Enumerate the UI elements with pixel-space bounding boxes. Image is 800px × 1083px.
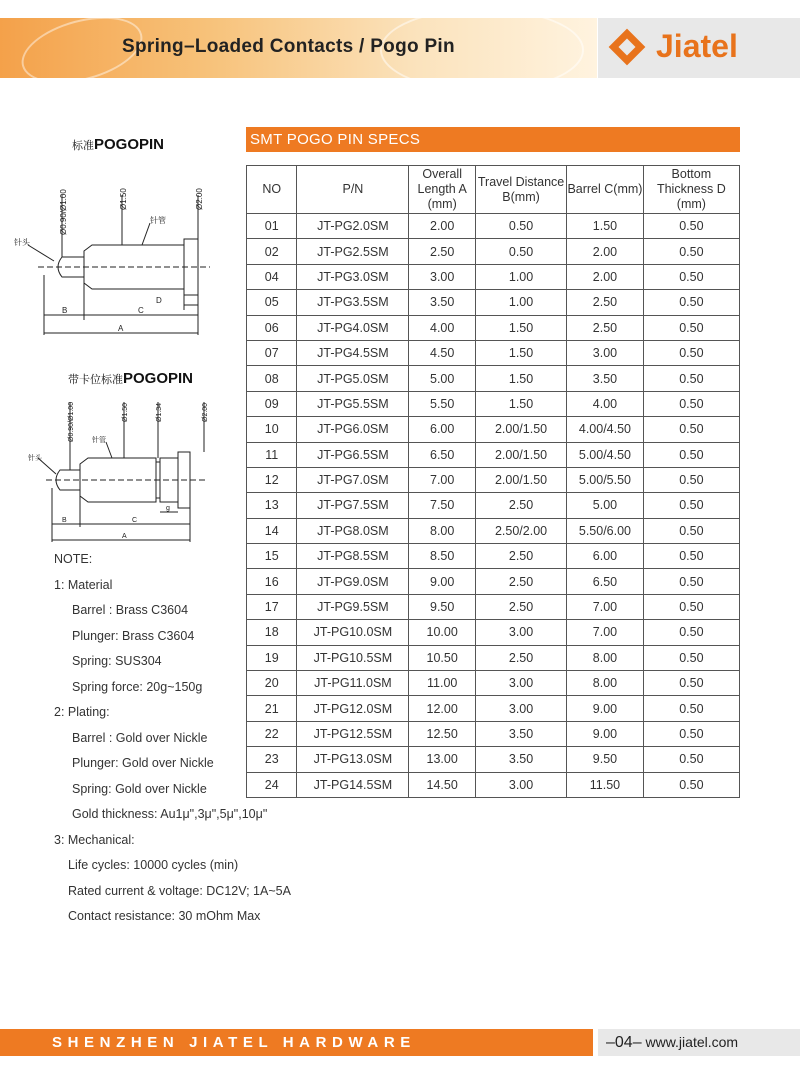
cell-length: 9.00	[409, 569, 475, 594]
note-line: Rated current & voltage: DC12V; 1A~5A	[68, 884, 291, 898]
diagram1-title-cn: 标准	[72, 140, 94, 152]
cell-travel: 3.00	[475, 696, 566, 721]
cell-pn: JT-PG3.0SM	[297, 264, 409, 289]
table-row	[247, 569, 740, 594]
note-line: Plunger: Brass C3604	[72, 629, 195, 643]
cell-travel: 2.50	[475, 544, 566, 569]
cell-barrel: 7.00	[567, 594, 644, 619]
table-row	[247, 315, 740, 340]
note-line: Plunger: Gold over Nickle	[72, 756, 214, 770]
brand-name: Jiatel	[656, 28, 738, 64]
cell-barrel: 4.00/4.50	[567, 417, 644, 442]
cell-pn: JT-PG10.0SM	[297, 620, 409, 645]
logo-mark-icon	[609, 29, 646, 66]
cell-bottom: 0.50	[643, 747, 739, 772]
page-title: Spring–Loaded Contacts / Pogo Pin	[122, 36, 455, 57]
diagram1-title	[72, 136, 164, 153]
cell-length: 7.00	[409, 467, 475, 492]
cell-travel: 2.50	[475, 493, 566, 518]
cell-bottom: 0.50	[643, 264, 739, 289]
cell-travel: 2.00/1.50	[475, 417, 566, 442]
cell-bottom: 0.50	[643, 290, 739, 315]
cell-no: 08	[247, 366, 297, 391]
cell-bottom: 0.50	[643, 569, 739, 594]
cell-barrel: 2.50	[567, 290, 644, 315]
cell-no: 24	[247, 772, 297, 797]
cell-barrel: 5.00/4.50	[567, 442, 644, 467]
cell-bottom: 0.50	[643, 239, 739, 264]
note-line: Spring: Gold over Nickle	[72, 782, 207, 796]
cell-travel: 3.50	[475, 747, 566, 772]
cell-bottom: 0.50	[643, 467, 739, 492]
table-row	[247, 366, 740, 391]
page-number: –04–	[606, 1034, 642, 1051]
brand-logo	[598, 18, 800, 78]
table-row	[247, 747, 740, 772]
col-header-travel: Travel Distance B(mm)	[475, 166, 566, 214]
footer-info	[598, 1029, 800, 1056]
page-header-banner	[0, 18, 597, 78]
cell-no: 10	[247, 417, 297, 442]
cell-pn: JT-PG5.0SM	[297, 366, 409, 391]
cell-pn: JT-PG2.5SM	[297, 239, 409, 264]
cell-travel: 1.50	[475, 315, 566, 340]
table-row	[247, 239, 740, 264]
dim-label-barrel: Ø1.50	[122, 402, 129, 422]
cell-travel: 3.00	[475, 620, 566, 645]
table-row	[247, 493, 740, 518]
cell-pn: JT-PG3.5SM	[297, 290, 409, 315]
cell-bottom: 0.50	[643, 493, 739, 518]
cell-length: 5.50	[409, 391, 475, 416]
note-line: Life cycles: 10000 cycles (min)	[68, 858, 239, 872]
cell-pn: JT-PG6.0SM	[297, 417, 409, 442]
table-row	[247, 671, 740, 696]
cell-barrel: 8.00	[567, 645, 644, 670]
cell-travel: 3.00	[475, 671, 566, 696]
table-row	[247, 467, 740, 492]
cell-no: 06	[247, 315, 297, 340]
table-row	[247, 442, 740, 467]
dim-g: g	[166, 505, 170, 512]
cell-length: 9.50	[409, 594, 475, 619]
cell-barrel: 2.00	[567, 264, 644, 289]
dim-label-tip: Ø0.90/Ø1.00	[68, 401, 75, 442]
cell-length: 8.00	[409, 518, 475, 543]
cell-length: 13.00	[409, 747, 475, 772]
dim-label-barrel: Ø1.50	[119, 188, 128, 210]
cell-length: 6.50	[409, 442, 475, 467]
website-link[interactable]: www.jiatel.com	[645, 1034, 739, 1050]
col-header-barrel: Barrel C(mm)	[567, 166, 644, 214]
cell-no: 19	[247, 645, 297, 670]
dim-label-tip: Ø0.90/Ø1.00	[59, 189, 68, 235]
cell-travel: 1.00	[475, 290, 566, 315]
dim-b: B	[62, 306, 68, 315]
cell-bottom: 0.50	[643, 315, 739, 340]
cell-travel: 2.50	[475, 645, 566, 670]
cell-pn: JT-PG2.0SM	[297, 214, 409, 239]
note-line: Barrel : Gold over Nickle	[72, 731, 208, 745]
cell-pn: JT-PG8.0SM	[297, 518, 409, 543]
dim-d: D	[156, 296, 162, 305]
label-needle: 针头	[28, 455, 42, 462]
cell-bottom: 0.50	[643, 417, 739, 442]
footer-company: SHENZHEN JIATEL HARDWARE ELECTRONICS	[0, 1029, 593, 1056]
cell-length: 5.00	[409, 366, 475, 391]
spec-table-title: SMT POGO PIN SPECS	[246, 127, 740, 152]
cell-no: 09	[247, 391, 297, 416]
cell-no: 17	[247, 594, 297, 619]
cell-length: 7.50	[409, 493, 475, 518]
col-header-bottom: Bottom Thickness D (mm)	[643, 166, 739, 214]
note-line: Contact resistance: 30 mOhm Max	[68, 909, 261, 923]
cell-length: 2.00	[409, 214, 475, 239]
note-line: 3: Mechanical:	[54, 833, 135, 847]
cell-pn: JT-PG5.5SM	[297, 391, 409, 416]
cell-barrel: 2.50	[567, 315, 644, 340]
cell-barrel: 9.50	[567, 747, 644, 772]
dim-a: A	[122, 533, 127, 540]
cell-no: 04	[247, 264, 297, 289]
cell-bottom: 0.50	[643, 366, 739, 391]
cell-travel: 1.00	[475, 264, 566, 289]
cell-barrel: 2.00	[567, 239, 644, 264]
notes-heading: NOTE:	[54, 552, 93, 566]
cell-length: 12.00	[409, 696, 475, 721]
cell-length: 14.50	[409, 772, 475, 797]
cell-barrel: 6.50	[567, 569, 644, 594]
cell-travel: 2.50	[475, 569, 566, 594]
dim-a: A	[118, 324, 124, 333]
dim-label-groove: Ø1.34	[156, 402, 163, 422]
diagram2-title	[68, 370, 193, 387]
cell-barrel: 9.00	[567, 696, 644, 721]
table-row	[247, 417, 740, 442]
cell-travel: 3.00	[475, 772, 566, 797]
cell-barrel: 11.50	[567, 772, 644, 797]
cell-no: 12	[247, 467, 297, 492]
pogo-pin-diagram-grooved	[28, 392, 218, 550]
cell-barrel: 6.00	[567, 544, 644, 569]
cell-no: 20	[247, 671, 297, 696]
table-row	[247, 391, 740, 416]
cell-pn: JT-PG14.5SM	[297, 772, 409, 797]
note-line: Gold thickness: Au1μ",3μ",5μ",10μ"	[72, 807, 268, 821]
table-row	[247, 290, 740, 315]
pogo-pin-diagram-standard	[14, 165, 224, 345]
cell-length: 8.50	[409, 544, 475, 569]
cell-pn: JT-PG4.0SM	[297, 315, 409, 340]
cell-no: 02	[247, 239, 297, 264]
cell-length: 2.50	[409, 239, 475, 264]
diagram2-title-cn: 带卡位标准	[68, 374, 123, 386]
cell-bottom: 0.50	[643, 340, 739, 365]
cell-pn: JT-PG9.5SM	[297, 594, 409, 619]
cell-pn: JT-PG7.0SM	[297, 467, 409, 492]
table-row	[247, 594, 740, 619]
cell-pn: JT-PG13.0SM	[297, 747, 409, 772]
cell-barrel: 8.00	[567, 671, 644, 696]
cell-barrel: 7.00	[567, 620, 644, 645]
dim-c: C	[138, 306, 144, 315]
cell-no: 14	[247, 518, 297, 543]
note-line: 2: Plating:	[54, 705, 110, 719]
spec-table	[246, 165, 740, 798]
cell-pn: JT-PG12.0SM	[297, 696, 409, 721]
cell-no: 15	[247, 544, 297, 569]
table-row	[247, 340, 740, 365]
cell-pn: JT-PG10.5SM	[297, 645, 409, 670]
table-row	[247, 620, 740, 645]
cell-travel: 2.00/1.50	[475, 467, 566, 492]
cell-bottom: 0.50	[643, 696, 739, 721]
cell-no: 22	[247, 721, 297, 746]
cell-travel: 2.50/2.00	[475, 518, 566, 543]
cell-barrel: 9.00	[567, 721, 644, 746]
table-row	[247, 772, 740, 797]
cell-length: 6.00	[409, 417, 475, 442]
cell-no: 21	[247, 696, 297, 721]
cell-length: 3.00	[409, 264, 475, 289]
cell-no: 05	[247, 290, 297, 315]
cell-barrel: 3.00	[567, 340, 644, 365]
cell-no: 13	[247, 493, 297, 518]
cell-bottom: 0.50	[643, 442, 739, 467]
note-line: Barrel : Brass C3604	[72, 603, 189, 617]
cell-bottom: 0.50	[643, 721, 739, 746]
cell-barrel: 5.00/5.50	[567, 467, 644, 492]
cell-bottom: 0.50	[643, 620, 739, 645]
cell-no: 01	[247, 214, 297, 239]
col-header-no: NO	[247, 166, 297, 214]
cell-no: 16	[247, 569, 297, 594]
cell-pn: JT-PG4.5SM	[297, 340, 409, 365]
cell-travel: 0.50	[475, 214, 566, 239]
diagram1-title-en: POGOPIN	[94, 136, 165, 153]
label-tube: 针管	[92, 437, 106, 444]
cell-pn: JT-PG8.5SM	[297, 544, 409, 569]
note-line: 1: Material	[54, 578, 113, 592]
cell-travel: 1.50	[475, 366, 566, 391]
cell-no: 23	[247, 747, 297, 772]
cell-length: 12.50	[409, 721, 475, 746]
cell-bottom: 0.50	[643, 772, 739, 797]
note-line: Spring: SUS304	[72, 654, 162, 668]
cell-barrel: 3.50	[567, 366, 644, 391]
cell-travel: 3.50	[475, 721, 566, 746]
cell-bottom: 0.50	[643, 391, 739, 416]
dim-b: B	[62, 517, 67, 524]
cell-barrel: 5.50/6.00	[567, 518, 644, 543]
cell-bottom: 0.50	[643, 671, 739, 696]
diagram2-title-en: POGOPIN	[123, 370, 194, 387]
cell-barrel: 4.00	[567, 391, 644, 416]
table-row	[247, 214, 740, 239]
cell-no: 11	[247, 442, 297, 467]
dim-label-head: Ø2.00	[195, 188, 204, 210]
cell-length: 10.50	[409, 645, 475, 670]
col-header-length: Overall Length A (mm)	[409, 166, 475, 214]
cell-barrel: 5.00	[567, 493, 644, 518]
cell-travel: 0.50	[475, 239, 566, 264]
cell-bottom: 0.50	[643, 645, 739, 670]
label-tube: 针管	[150, 216, 166, 225]
dim-label-head: Ø2.00	[202, 402, 209, 422]
cell-length: 4.50	[409, 340, 475, 365]
table-row	[247, 721, 740, 746]
table-row	[247, 518, 740, 543]
cell-length: 4.00	[409, 315, 475, 340]
cell-travel: 1.50	[475, 340, 566, 365]
cell-pn: JT-PG7.5SM	[297, 493, 409, 518]
cell-pn: JT-PG9.0SM	[297, 569, 409, 594]
cell-bottom: 0.50	[643, 518, 739, 543]
cell-travel: 2.50	[475, 594, 566, 619]
cell-pn: JT-PG12.5SM	[297, 721, 409, 746]
table-row	[247, 264, 740, 289]
table-row	[247, 544, 740, 569]
cell-length: 11.00	[409, 671, 475, 696]
table-header-row	[247, 166, 740, 214]
cell-length: 10.00	[409, 620, 475, 645]
cell-bottom: 0.50	[643, 594, 739, 619]
table-row	[247, 645, 740, 670]
col-header-pn: P/N	[297, 166, 409, 214]
cell-travel: 2.00/1.50	[475, 442, 566, 467]
cell-no: 18	[247, 620, 297, 645]
dim-c: C	[132, 517, 138, 524]
cell-travel: 1.50	[475, 391, 566, 416]
cell-pn: JT-PG11.0SM	[297, 671, 409, 696]
label-needle: 针头	[14, 238, 30, 247]
cell-bottom: 0.50	[643, 214, 739, 239]
note-line: Spring force: 20g~150g	[72, 680, 203, 694]
cell-barrel: 1.50	[567, 214, 644, 239]
cell-bottom: 0.50	[643, 544, 739, 569]
cell-pn: JT-PG6.5SM	[297, 442, 409, 467]
cell-no: 07	[247, 340, 297, 365]
table-row	[247, 696, 740, 721]
cell-length: 3.50	[409, 290, 475, 315]
